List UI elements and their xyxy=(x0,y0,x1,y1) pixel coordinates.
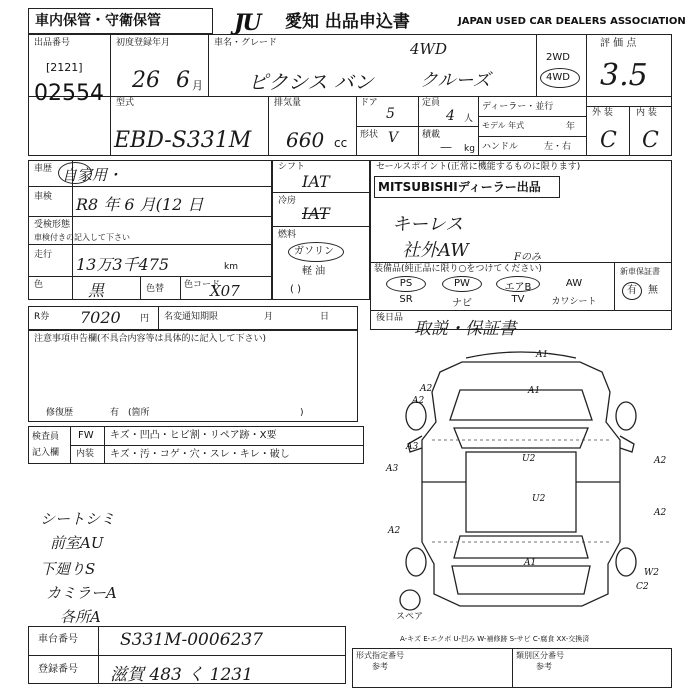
mileage-label: 走行 xyxy=(34,250,53,260)
doors-label: ドア xyxy=(360,98,378,108)
damage-mark: U2 xyxy=(522,454,536,464)
capacity-unit: 人 xyxy=(464,114,474,124)
damage-mark: A1 xyxy=(536,350,549,360)
recycle-unit: 円 xyxy=(140,314,150,324)
equip-ps-circle xyxy=(386,276,426,292)
equipment-label: 装備品(純正品に限り○をつけてください) xyxy=(374,264,542,274)
model-value: EBD-S331M xyxy=(114,128,252,153)
color-code-value: X07 xyxy=(210,282,240,300)
damage-legend: A-キズ E-エクボ U-凹み W-補修跡 S-サビ C-腐食 XX-交換済 xyxy=(400,635,590,643)
capacity-label: 定員 xyxy=(422,98,441,108)
mileage-value: 13万3千475 xyxy=(76,255,170,274)
spare-label: スペア xyxy=(396,612,424,622)
damage-mark: A2 xyxy=(388,526,401,536)
registration-value: 滋賀 483 く 1231 xyxy=(110,665,253,685)
equip-airbag-circle xyxy=(496,276,540,292)
first-registration-year: 26 xyxy=(132,68,160,93)
association-title-jp: 愛知 出品申込書 xyxy=(285,12,410,32)
chassis-label: 車台番号 xyxy=(38,634,78,645)
juken-sub: 車検付きの記入して下さい xyxy=(34,233,130,242)
fw-label: FW xyxy=(78,430,94,441)
after-value: 取説・保証書 xyxy=(414,319,516,339)
title-left-box xyxy=(28,8,213,34)
equip-airbag: エアB xyxy=(504,282,532,293)
4wd-label: 4WD xyxy=(546,72,570,83)
hand-note-2: 前室AU xyxy=(50,534,104,552)
doors-value: 5 xyxy=(386,106,395,122)
load-unit: kg xyxy=(464,144,475,154)
damage-mark: W2 xyxy=(644,568,659,578)
usage-label: 車歴 xyxy=(34,164,53,174)
model-year-label: モデル 年式 xyxy=(482,121,525,130)
damage-mark: A2 xyxy=(654,508,667,518)
chassis-value: S331M-0006237 xyxy=(120,630,263,650)
2wd-label: 2WD xyxy=(546,52,570,63)
exterior-label: 外 装 xyxy=(592,108,613,118)
shape-value: V xyxy=(388,130,399,146)
equip-tv: TV xyxy=(511,294,525,305)
car-name: ピクシス バン xyxy=(248,70,374,94)
rating-value: 3.5 xyxy=(600,58,648,93)
color-code-label: 色コード xyxy=(184,280,221,290)
shift-label: シフト xyxy=(278,162,306,172)
equip-pw: PW xyxy=(454,278,470,289)
dealer-label: ディーラー・並行 xyxy=(482,102,554,112)
shaken-value: R8 年 6 月(12 日 xyxy=(76,195,204,214)
damage-mark: A2 xyxy=(412,396,425,406)
inspector-label-1: 検査員 xyxy=(32,432,60,442)
name-change-label: 名変通知期限 xyxy=(164,312,219,322)
equip-sr: SR xyxy=(399,294,413,305)
notes-label: 注意事項申告欄(不具合内容等は具体的に記入して下さい) xyxy=(34,334,267,344)
color-change-label: 色替 xyxy=(146,284,165,294)
fuel-label: 燃料 xyxy=(278,230,297,240)
damage-mark: A3 xyxy=(406,442,419,452)
interior-value: C xyxy=(642,128,659,153)
interior-check-label: 内装 xyxy=(76,449,95,459)
displacement-value: 660 xyxy=(286,128,325,152)
association-title-en: JAPAN USED CAR DEALERS ASSOCIATION xyxy=(458,16,686,27)
fuel-diesel: 軽 油 xyxy=(302,266,326,277)
name-change-month: 月 xyxy=(264,312,274,322)
ac-label: 冷房 xyxy=(278,196,297,206)
title-left: 車内保管・守衛保管 xyxy=(35,13,161,29)
rating-label: 評 価 点 xyxy=(600,38,637,49)
capacity-value: 4 xyxy=(446,108,455,124)
lot-number-label: 出品番号 xyxy=(34,38,71,48)
usage-value: 自家用・ xyxy=(62,166,123,184)
hand-note-3: 下廻りS xyxy=(40,560,96,578)
shift-value: IAT xyxy=(302,172,330,191)
warranty-yes: 有 xyxy=(627,285,637,296)
load-value: — xyxy=(440,140,452,154)
dealer-banner: MITSUBISHIディーラー出品 xyxy=(378,180,541,194)
category-number-label: 類別区分番号 xyxy=(516,651,564,660)
sales-line-2-note: Fのみ xyxy=(514,252,541,263)
exterior-value: C xyxy=(600,128,617,153)
mileage-unit: km xyxy=(224,262,238,272)
repair-label: 修復歴 xyxy=(46,408,74,418)
repair-close: ) xyxy=(300,408,304,418)
handle-lr: 左・右 xyxy=(544,142,572,152)
hand-note-4: カミラーA xyxy=(46,584,117,602)
first-registration-month-unit: 月 xyxy=(192,79,203,92)
fuel-gas: ガソリン xyxy=(294,246,334,257)
name-change-day: 日 xyxy=(320,312,330,322)
fw-items: キズ・凹凸・ヒビ割・リペア跡・X要 xyxy=(110,430,277,441)
spec-ref-1: 参考 xyxy=(372,662,388,671)
damage-mark: A1 xyxy=(528,386,541,396)
first-registration-label: 初度登録年月 xyxy=(116,38,171,48)
recycle-value: 7020 xyxy=(80,308,121,327)
equip-pw-circle xyxy=(442,276,482,292)
interior-check-items: キズ・汚・コゲ・穴・スレ・キレ・破し xyxy=(110,449,290,460)
new-warranty-label: 新車保証書 xyxy=(620,267,660,276)
ac-value: IAT xyxy=(302,204,330,223)
car-damage-diagram xyxy=(370,332,672,632)
sales-line-1: キーレス xyxy=(392,214,464,235)
spec-ref-2: 参考 xyxy=(536,662,552,671)
hand-note-5: 各所A xyxy=(60,608,101,626)
load-label: 積載 xyxy=(422,130,441,140)
car-grade: クルーズ xyxy=(420,70,491,91)
damage-mark: A3 xyxy=(386,464,399,474)
ju-logo: JU xyxy=(234,10,260,36)
hand-note-1: シートシミ xyxy=(40,510,116,528)
interior-label: 内 装 xyxy=(636,108,657,118)
handle-label: ハンドル xyxy=(482,142,519,152)
displacement-label: 排気量 xyxy=(274,98,302,108)
fuel-other: ( ) xyxy=(290,284,301,295)
inspector-label-2: 記入欄 xyxy=(32,448,60,458)
warranty-no: 無 xyxy=(648,285,658,296)
color-label: 色 xyxy=(34,280,44,290)
equip-aw: AW xyxy=(565,278,583,289)
model-label: 型式 xyxy=(116,98,135,108)
spec-number-label: 形式指定番号 xyxy=(356,651,404,660)
car-name-label: 車名・グレード xyxy=(214,38,278,48)
first-registration-month: 6 xyxy=(176,68,190,93)
repair-value: 有 xyxy=(110,408,120,418)
sales-line-2: 社外AW xyxy=(402,240,469,261)
equip-navi: ナビ xyxy=(452,298,472,309)
sales-label: セールスポイント(正常に機能するものに限ります) xyxy=(376,162,581,172)
drive-handwritten: 4WD xyxy=(410,40,447,58)
equip-ps: PS xyxy=(399,278,413,289)
damage-mark: A2 xyxy=(420,384,433,394)
damage-mark: A2 xyxy=(654,456,667,466)
after-label: 後日品 xyxy=(376,313,404,323)
recycle-label: R券 xyxy=(34,312,50,322)
damage-mark: A1 xyxy=(524,558,537,568)
shape-label: 形状 xyxy=(360,130,379,140)
damage-mark: U2 xyxy=(532,494,546,504)
displacement-unit: cc xyxy=(334,136,348,150)
color-value: 黒 xyxy=(88,281,105,300)
registration-label: 登録番号 xyxy=(38,664,78,675)
lot-number: 02554 xyxy=(34,81,104,106)
lot-number-sub: [2121] xyxy=(46,61,83,74)
repair-place: (箇所 xyxy=(128,408,150,418)
damage-mark: C2 xyxy=(636,582,649,592)
juken-label: 受検形態 xyxy=(34,220,71,230)
equip-kawa-seat: カワシート xyxy=(551,297,597,307)
model-year-unit: 年 xyxy=(566,122,576,132)
shaken-label: 車検 xyxy=(34,192,53,202)
